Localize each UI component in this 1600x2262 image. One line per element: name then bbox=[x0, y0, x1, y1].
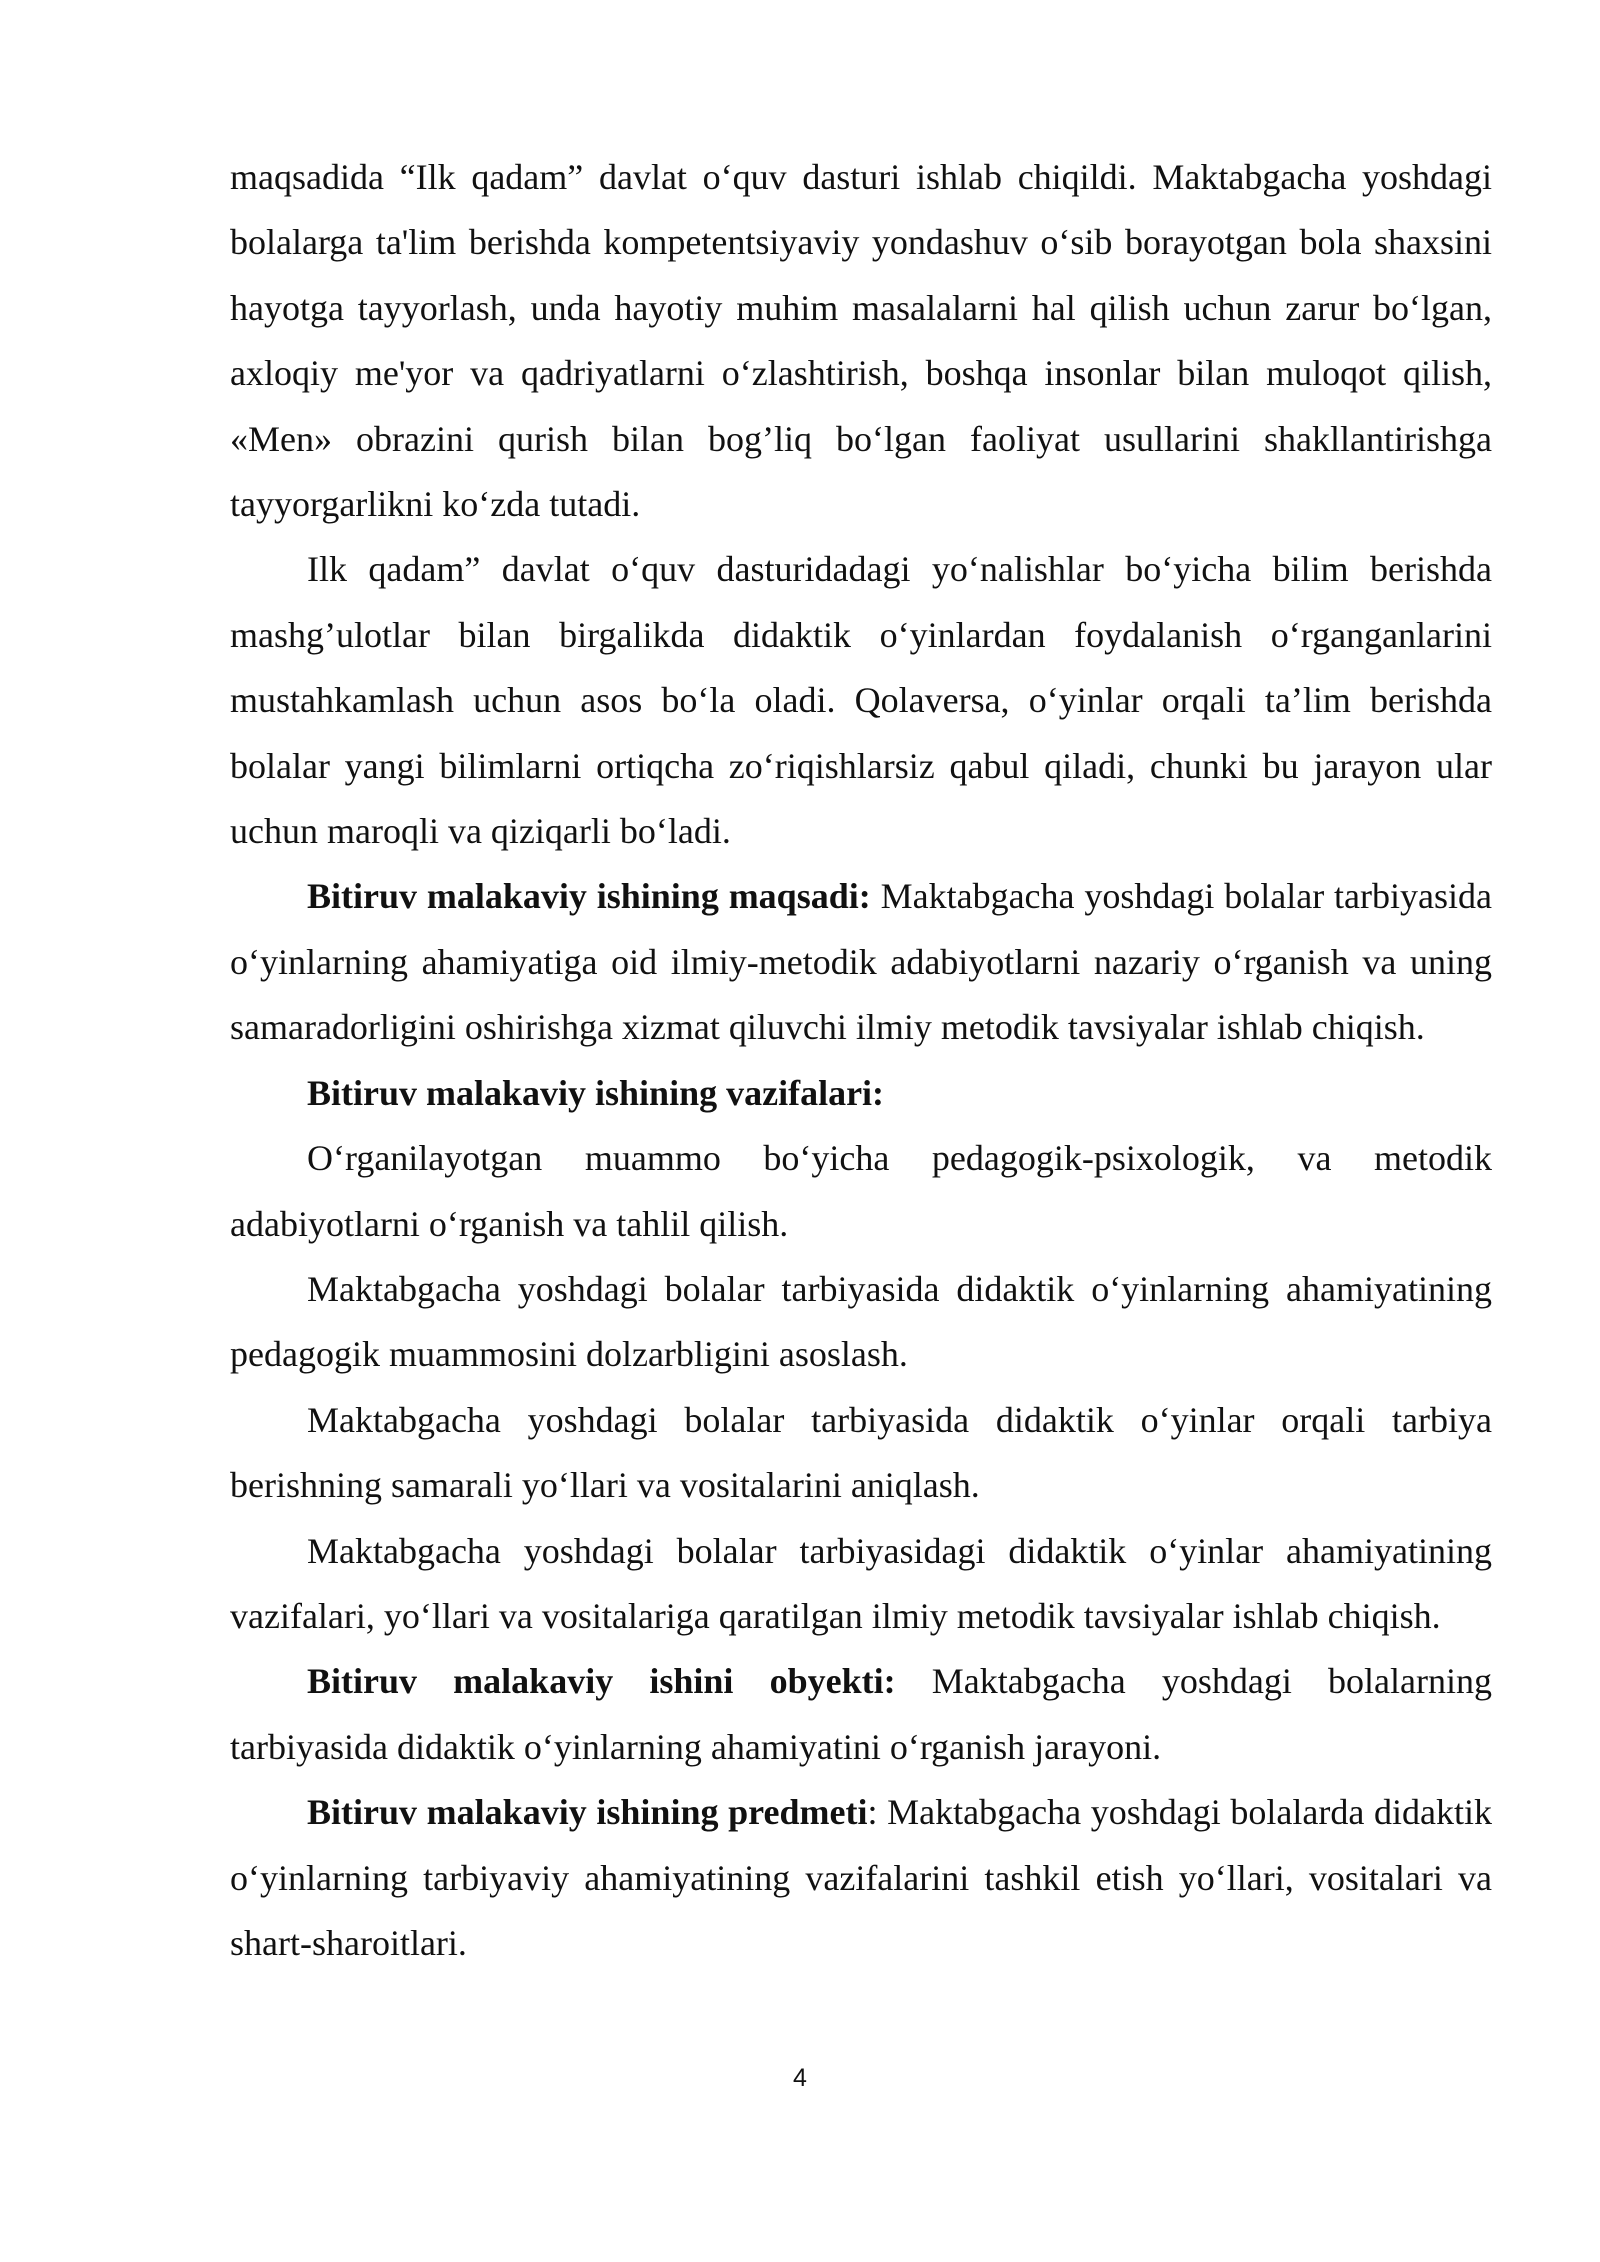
paragraph-1 bbox=[230, 145, 1492, 537]
task-item-1 bbox=[230, 1126, 1492, 1257]
task-item-2 bbox=[230, 1257, 1492, 1388]
object-heading: Bitiruv malakaviy ishini obyekti: bbox=[307, 1661, 896, 1702]
goal-heading: Bitiruv malakaviy ishining maqsadi: bbox=[307, 876, 871, 917]
paragraph-object bbox=[230, 1649, 1492, 1780]
object-text: Maktabgacha yoshdagi bolalarning tarbiyasida didaktik o‘yinlarning ahamiyatini o‘rganish jarayoni. bbox=[230, 1661, 1492, 1767]
goal-text: Maktabgacha yoshdagi bolalar tarbiyasida o‘yinlarning ahamiyatiga oid ilmiy-metodik adabiyotlarni nazariy o‘rganish va uning samaradorligini oshirishga xizmat qiluvchi ilmiy metodik tavsiyalar ishlab chiqish. bbox=[230, 876, 1492, 1048]
subject-text: : Maktabgacha yoshdagi bolalarda didaktik o‘yinlarning tarbiyaviy ahamiyatining vazifalarini tashkil etish yo‘llari, vositalari va shart-sharoitlari. bbox=[230, 1792, 1493, 1963]
paragraph-1-text: maqsadida “Ilk qadam” davlat o‘quv dasturi ishlab chiqildi. Maktabgacha yoshdagi bolalarga ta'lim berishda kompetentsiyaviy yondashuv o‘sib borayotgan bola shaxsini hayotga tayyorlash, unda hayotiy muhim masalalarni hal qilish uchun zarur bo‘lgan, axloqiy me'yor va qadriyatlarni o‘zlashtirish, boshqa insonlar bilan muloqot qilish, «Men» obrazini qurish bilan bog’liq bo‘lgan faoliyat usullarini shakllantirishga tayyorgarlikni ko‘zda tutadi. bbox=[230, 157, 1492, 525]
task-item-1-text: O‘rganilayotgan muammo bo‘yicha pedagogik-psixologik, va metodik adabiyotlarni o‘rganish va tahlil qilish. bbox=[230, 1138, 1492, 1244]
task-item-2-text: Maktabgacha yoshdagi bolalar tarbiyasida didaktik o‘yinlarning ahamiyatining pedagogik muammosini dolzarbligini asoslash. bbox=[230, 1268, 1492, 1375]
task-item-4-text: Maktabgacha yoshdagi bolalar tarbiyasidagi didaktik o‘yinlar ahamiyatining vazifalari, yo‘llari va vositalariga qaratilgan ilmiy metodik tavsiyalar ishlab chiqish. bbox=[230, 1530, 1492, 1636]
paragraph-tasks-heading bbox=[230, 1061, 1492, 1126]
subject-heading: Bitiruv malakaviy ishining predmeti bbox=[307, 1792, 868, 1833]
paragraph-subject bbox=[230, 1780, 1492, 1976]
task-item-3 bbox=[230, 1388, 1492, 1519]
task-item-4 bbox=[230, 1519, 1492, 1650]
tasks-heading: Bitiruv malakaviy ishining vazifalari: bbox=[307, 1072, 885, 1113]
task-item-3-text: Maktabgacha yoshdagi bolalar tarbiyasida didaktik o‘yinlar orqali tarbiya berishning samarali yo‘llari va vositalarini aniqlash. bbox=[230, 1399, 1492, 1506]
paragraph-2 bbox=[230, 537, 1492, 864]
paragraph-2-text: Ilk qadam” davlat o‘quv dasturidadagi yo‘nalishlar bo‘yicha bilim berishda mashg’ulotlar bilan birgalikda didaktik o‘yinlardan foydalanish o‘rganganlarini mustahkamlash uchun asos bo‘la oladi. Qolaversa, o‘yinlar orqali ta’lim berishda bolalar yangi bilimlarni ortiqcha zo‘riqishlarsiz qabul qiladi, chunki bu jarayon ular uchun maroqli va qiziqarli bo‘ladi. bbox=[230, 549, 1492, 852]
paragraph-goal bbox=[230, 864, 1492, 1060]
page-number: 4 bbox=[793, 2064, 807, 2092]
page-body bbox=[230, 145, 1492, 1976]
